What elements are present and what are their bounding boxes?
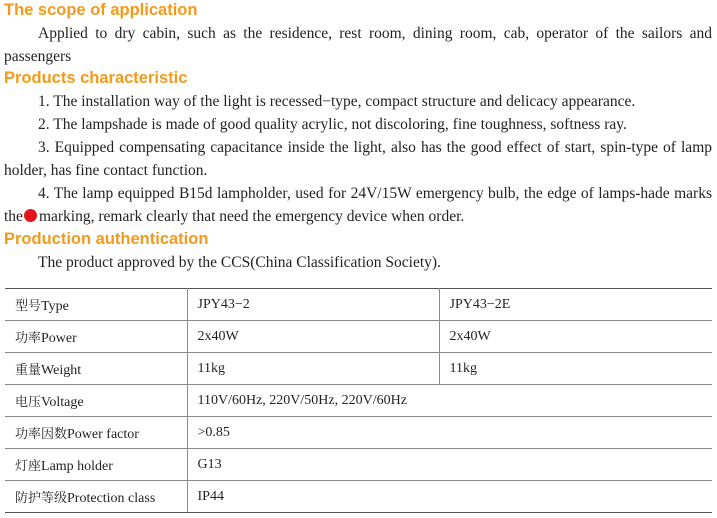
- table-row-protection-class: [5, 481, 712, 513]
- characteristic-item-2: 2. The lampshade is made of good quality acrylic, not discoloring, fine toughness, softness ray.: [38, 116, 627, 133]
- item-4-text-end: marking, remark clearly that need the emergency device when order.: [38, 208, 465, 225]
- red-marking-dot-icon: [24, 209, 37, 222]
- row-label: 功率因数Power factor: [5, 417, 187, 449]
- characteristic-item-4: [4, 182, 712, 228]
- cell-value: >0.85: [187, 417, 712, 449]
- row-label: 功率Power: [5, 321, 187, 353]
- cell-value: JPY43−2: [187, 289, 439, 321]
- characteristics-heading: Products characteristic: [4, 69, 188, 87]
- table-row-power-factor: [5, 417, 712, 449]
- row-label: 电压Voltage: [5, 385, 187, 417]
- cell-value: JPY43−2E: [439, 289, 712, 321]
- table-row-voltage: [5, 385, 712, 417]
- row-label: 型号Type: [5, 289, 187, 321]
- authentication-heading: Production authentication: [4, 230, 209, 248]
- cell-value: 2x40W: [439, 321, 712, 353]
- row-label: 防护等级Protection class: [5, 481, 187, 513]
- item-4-text-start: 4. The lamp equipped B15d lampholder, used for 24V/15W emergency bulb, the edge of lamps-hade marks the: [4, 185, 712, 225]
- cell-value: G13: [187, 449, 712, 481]
- scope-paragraph: Applied to dry cabin, such as the residence, rest room, dining room, cab, operator of the sailors and passengers: [4, 25, 712, 65]
- cell-value: 110V/60Hz, 220V/50Hz, 220V/60Hz: [187, 385, 712, 417]
- cell-value: IP44: [187, 481, 712, 513]
- row-label: 重量Weight: [5, 353, 187, 385]
- cell-value: 11kg: [439, 353, 712, 385]
- characteristic-item-3: 3. Equipped compensating capacitance inside the light, also has the good effect of start, spin-type of lamp holder, has fine contact function.: [4, 139, 712, 179]
- table-row-weight: [5, 353, 712, 385]
- spec-table: [5, 288, 712, 513]
- cell-value: 11kg: [187, 353, 439, 385]
- characteristic-item-1: 1. The installation way of the light is recessed−type, compact structure and delicacy appearance.: [38, 93, 636, 110]
- scope-heading: The scope of application: [4, 1, 198, 19]
- row-label: 灯座Lamp holder: [5, 449, 187, 481]
- cell-value: 2x40W: [187, 321, 439, 353]
- table-row-power: [5, 321, 712, 353]
- authentication-paragraph: The product approved by the CCS(China Classification Society).: [38, 254, 441, 271]
- table-row-type: [5, 289, 712, 321]
- characteristics-list: [4, 90, 712, 228]
- table-row-lamp-holder: [5, 449, 712, 481]
